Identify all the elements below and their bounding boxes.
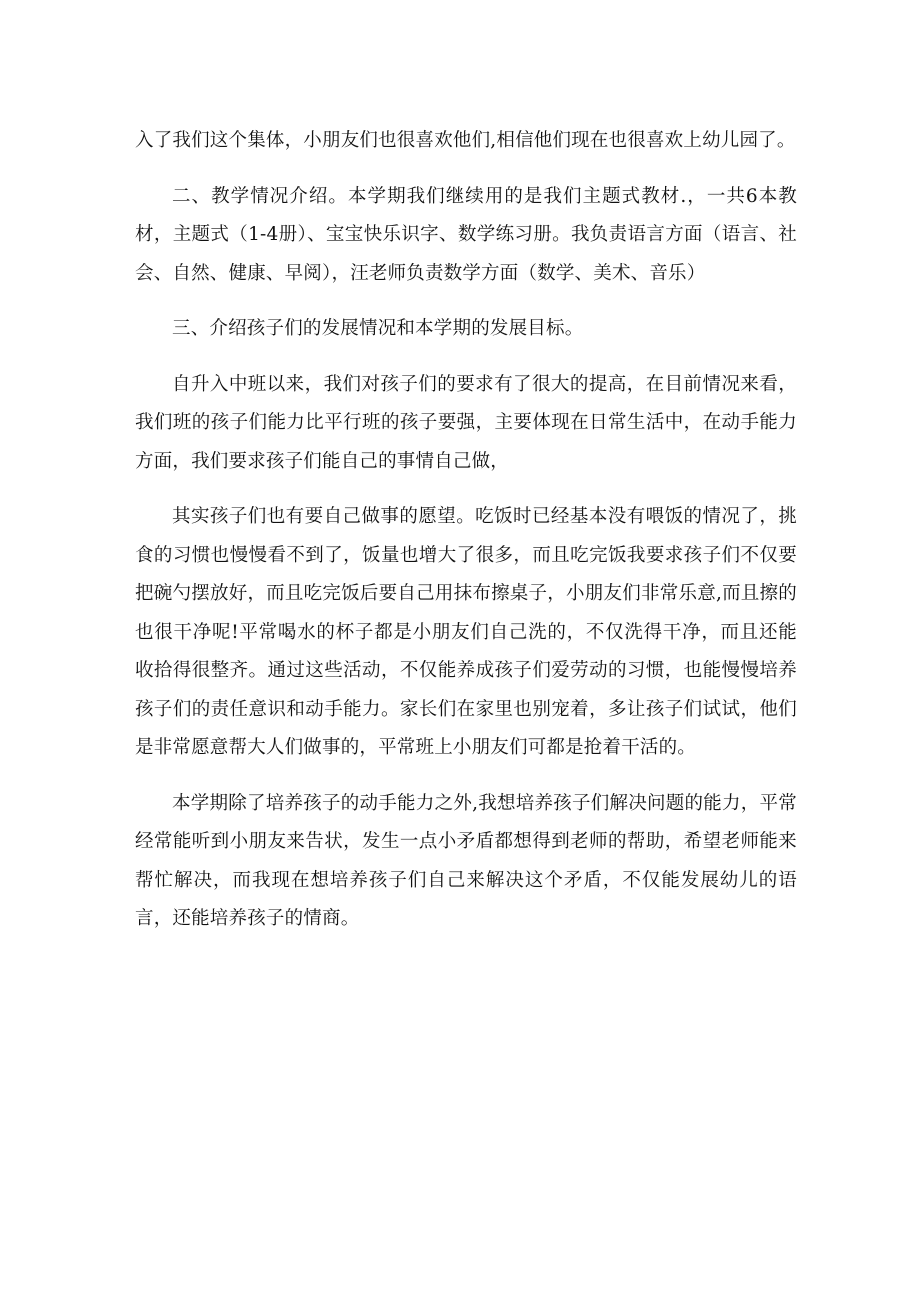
- paragraph-development-heading: 三、介绍孩子们的发展情况和本学期的发展目标。: [172, 318, 584, 339]
- paragraph-continuation: 入了我们这个集体，小朋友们也很喜欢他们,相信他们现在也很喜欢上幼儿园了。: [135, 130, 796, 151]
- paragraph-teaching-intro: 二、教学情况介绍。本学期我们继续用的是我们主题式教材.，一共6本教材，主题式（1-4册）、宝宝快乐识字、数学练习册。我负责语言方面（语言、社会、自然、健康、早阅），汪老师负责数学方面（数学、美术、音乐）: [135, 185, 797, 284]
- paragraph-middle-class: 自升入中班以来，我们对孩子们的要求有了很大的提高，在目前情况来看，我们班的孩子们能力比平行班的孩子要强，主要体现在日常生活中，在动手能力方面，我们要求孩子们能自己的事情自己做，: [135, 373, 797, 472]
- document-body: [135, 122, 797, 956]
- paragraph-problem-solving: 本学期除了培养孩子的动手能力之外,我想培养孩子们解决问题的能力，平常经常能听到小朋友来告状，发生一点小矛盾都想得到老师的帮助，希望老师能来帮忙解决，而我现在想培养孩子们自己来解决这个矛盾，不仅能发展幼儿的语言，还能培养孩子的情商。: [135, 792, 797, 929]
- paragraph-self-care: 其实孩子们也有要自己做事的愿望。吃饭时已经基本没有喂饭的情况了，挑食的习惯也慢慢看不到了，饭量也增大了很多，而且吃完饭我要求孩子们不仅要把碗勺摆放好，而且吃完饭后要自己用抹布擦桌子，小朋友们非常乐意,而且擦的也很干净呢!平常喝水的杯子都是小朋友们自己洗的，不仅洗得干净，而且还能收拾得很整齐。通过这些活动，不仅能养成孩子们爱劳动的习惯，也能慢慢培养孩子们的责任意识和动手能力。家长们在家里也别宠着，多让孩子们试试，他们是非常愿意帮大人们做事的，平常班上小朋友们可都是抢着干活的。: [135, 506, 797, 758]
